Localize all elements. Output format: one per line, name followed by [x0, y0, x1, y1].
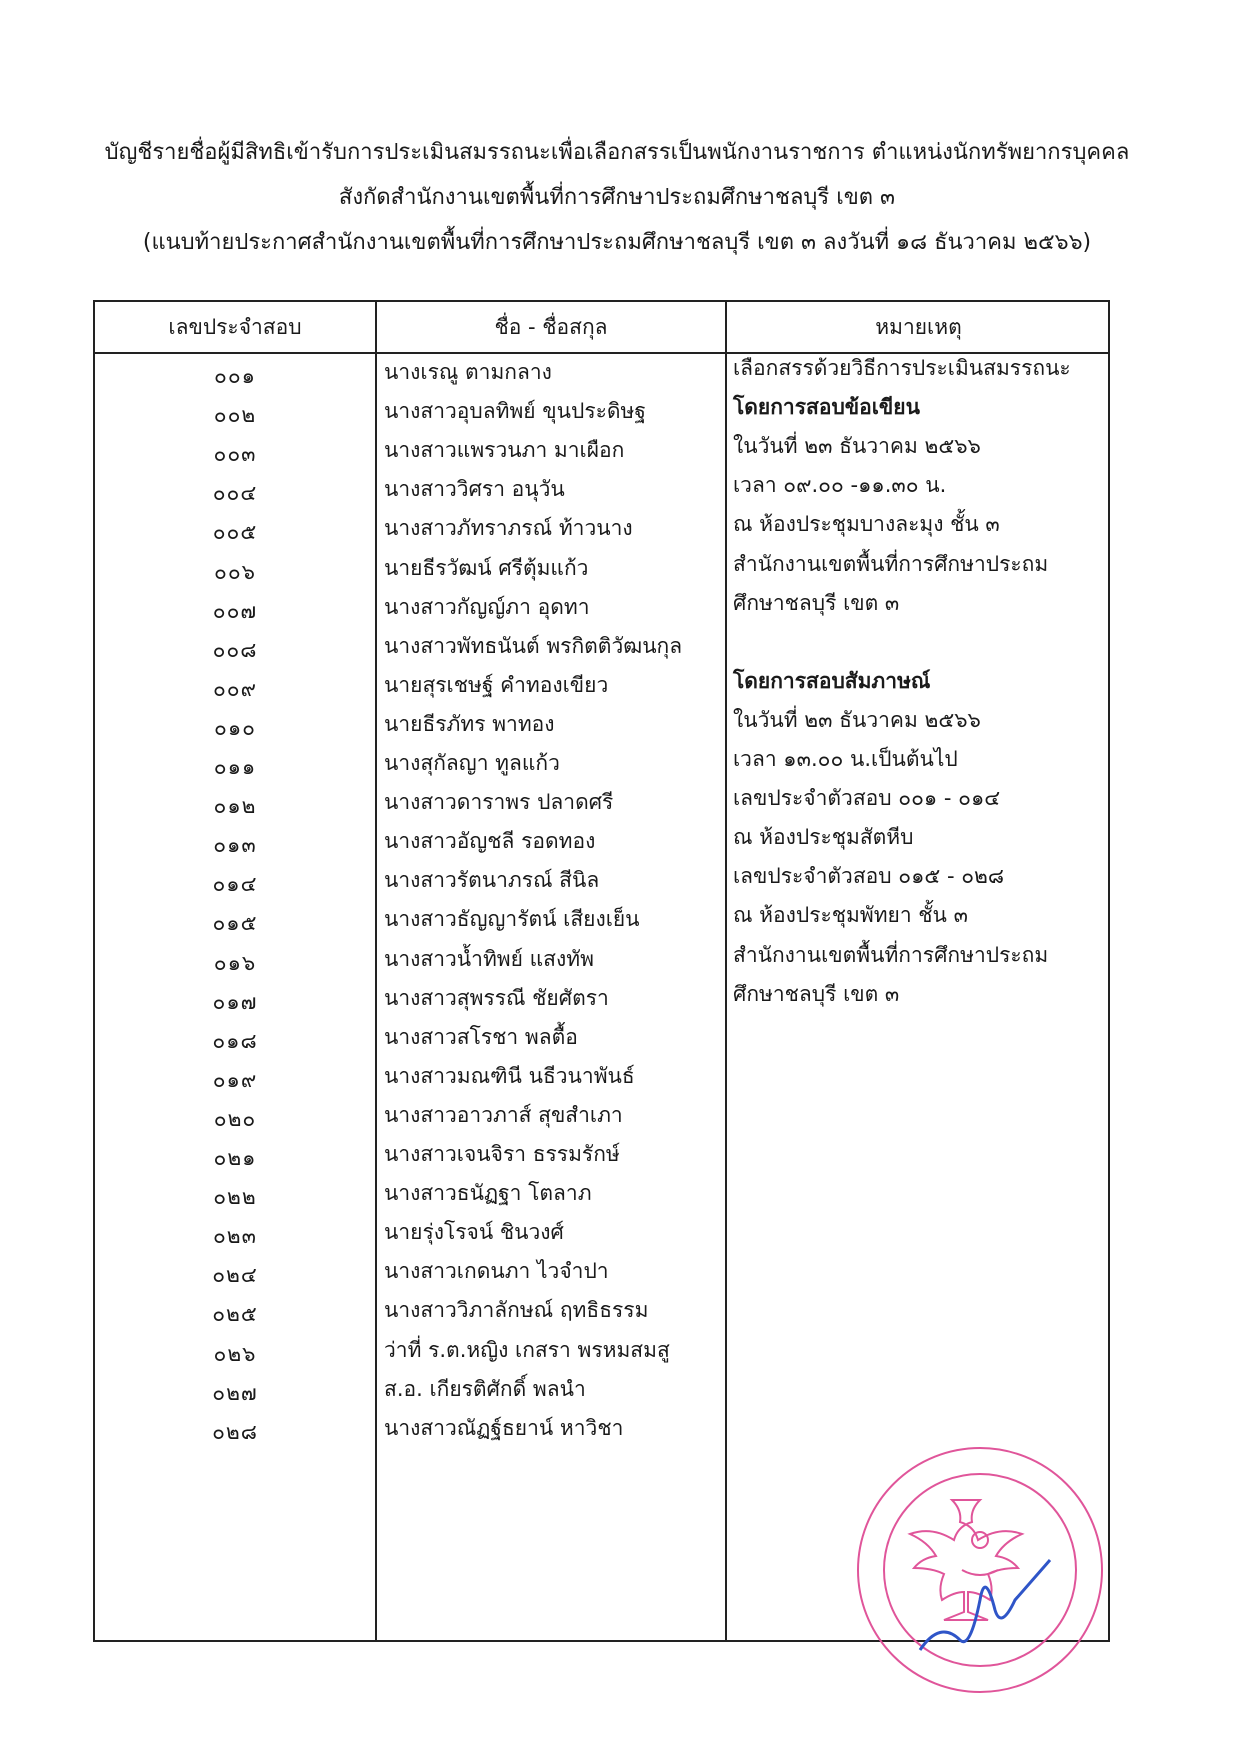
candidate-name: นางสุกัลญา ทูลแก้ว	[384, 751, 560, 775]
column-header-note: หมายเหตุ	[875, 315, 962, 339]
candidate-name: นางสาวอุบลทิพย์ ขุนประดิษฐ	[384, 399, 646, 424]
candidate-name: นางสาวเกดนภา ไวจำปา	[384, 1259, 609, 1284]
exam-number: ๐๒๓	[212, 1224, 257, 1249]
candidate-name: นางเรณู ตามกลาง	[384, 360, 552, 384]
candidate-name: นางสาวเจนจิรา ธรรมรักษ์	[384, 1142, 620, 1166]
candidate-name: นางสาวพัทธนันต์ พรกิตติวัฒนกุล	[384, 633, 683, 658]
column-header-name: ชื่อ - ชื่อสกุล	[494, 315, 608, 339]
note-line: เลขประจำตัวสอบ ๐๑๕ - ๐๒๘	[733, 864, 1005, 889]
exam-number: ๐๑๙	[212, 1067, 258, 1092]
exam-number: ๐๐๙	[212, 676, 257, 701]
exam-number: ๐๑๐	[214, 715, 256, 740]
note-line: สำนักงานเขตพื้นที่การศึกษาประถม	[733, 551, 1049, 576]
document-title-line-3: (แนบท้ายประกาศสำนักงานเขตพื้นที่การศึกษาประถมศึกษาชลบุรี เขต ๓ ลงวันที่ ๑๘ ธันวาคม ๒๕๖๖)	[142, 230, 1092, 255]
note-line: ณ ห้องประชุมพัทยา ชั้น ๓	[733, 903, 968, 928]
exam-number: ๐๑๘	[212, 1028, 258, 1053]
candidate-name: นายธีรภัทร พาทอง	[384, 711, 555, 736]
exam-number: ๐๒๕	[212, 1302, 258, 1327]
seal-emblem	[858, 1448, 1102, 1692]
exam-number: ๐๐๒	[213, 403, 257, 428]
candidate-name: นางสาวสุพรรณี ชัยศัตรา	[384, 985, 609, 1010]
exam-number: ๐๒๘	[212, 1419, 258, 1444]
candidate-name: นางสาวสโรชา พลตื้อ	[384, 1024, 578, 1049]
exam-number: ๐๑๕	[212, 911, 258, 936]
note-line: โดยการสอบสัมภาษณ์	[733, 668, 931, 693]
exam-number: ๐๑๓	[213, 833, 257, 858]
signature	[920, 1560, 1050, 1650]
candidate-name: นายธีรวัฒน์ ศรีตุ้มแก้ว	[384, 555, 589, 580]
candidate-name: ส.อ. เกียรติศักดิ์ พลนำ	[384, 1376, 586, 1401]
document-title-line-2: สังกัดสำนักงานเขตพื้นที่การศึกษาประถมศึกษาชลบุรี เขต ๓	[338, 185, 896, 210]
note-line: ณ ห้องประชุมบางละมุง ชั้น ๓	[733, 512, 1000, 537]
exam-number: ๐๑๑	[213, 755, 257, 779]
note-line: ศึกษาชลบุรี เขต ๓	[733, 981, 900, 1006]
exam-number: ๐๒๔	[212, 1263, 258, 1288]
note-line: เวลา ๑๓.๐๐ น.เป็นต้นไป	[733, 747, 958, 771]
candidate-name: นางสาวน้ำทิพย์ แสงทัพ	[384, 946, 594, 971]
candidate-name: นางสาวกัญญ์ภา อุดทา	[384, 594, 590, 619]
candidate-name: นางสาวแพรวนภา มาเผือก	[384, 438, 625, 463]
candidate-name: นางสาววิศรา อนุวัน	[384, 477, 565, 502]
candidate-name: นางสาวดาราพร ปลาดศรี	[384, 790, 614, 815]
exam-number: ๐๑๗	[212, 989, 258, 1014]
column-divider	[375, 302, 377, 1640]
candidate-name: นายรุ่งโรจน์ ชินวงศ์	[384, 1220, 564, 1245]
exam-number: ๐๐๗	[212, 598, 258, 623]
exam-number: ๐๐๘	[212, 637, 258, 662]
exam-number: ๐๑๔	[212, 872, 258, 897]
official-seal	[850, 1440, 1110, 1700]
exam-number: ๐๒๒	[213, 1185, 257, 1210]
column-divider	[725, 302, 727, 1640]
note-line: เลขประจำตัวสอบ ๐๐๑ - ๐๑๔	[733, 786, 1001, 811]
exam-number: ๐๒๖	[213, 1341, 257, 1366]
note-line: สำนักงานเขตพื้นที่การศึกษาประถม	[733, 942, 1049, 967]
document-title-line-1: บัญชีรายชื่อผู้มีสิทธิเข้ารับการประเมินสมรรถนะเพื่อเลือกสรรเป็นพนักงานราชการ ตำแหน่งนักทรัพยากรบุคคล	[104, 140, 1130, 165]
exam-number: ๐๐๓	[213, 442, 257, 467]
note-line: ศึกษาชลบุรี เขต ๓	[733, 590, 900, 615]
note-line: เลือกสรรด้วยวิธีการประเมินสมรรถนะ	[733, 356, 1071, 380]
candidate-name: นางสาวธนัฏฐา โตลาภ	[384, 1181, 592, 1206]
note-line: โดยการสอบข้อเขียน	[733, 395, 920, 420]
exam-number: ๐๐๑	[214, 364, 256, 388]
note-line: ในวันที่ ๒๓ ธันวาคม ๒๕๖๖	[733, 707, 981, 732]
note-line: เวลา ๐๙.๐๐ -๑๑.๓๐ น.	[733, 473, 947, 498]
candidate-name: นายสุรเชษฐ์ คำทองเขียว	[384, 672, 609, 697]
candidate-name: ว่าที่ ร.ต.หญิง เกสรา พรหมสมสู	[384, 1337, 670, 1362]
note-line: ในวันที่ ๒๓ ธันวาคม ๒๕๖๖	[733, 434, 981, 459]
note-line: ณ ห้องประชุมสัตหีบ	[733, 825, 914, 850]
candidate-name: นางสาววิภาลักษณ์ ฤทธิธรรม	[384, 1298, 649, 1323]
candidate-name: นางสาวธัญญารัตน์ เสียงเย็น	[384, 907, 640, 932]
exam-number: ๐๒๑	[213, 1146, 257, 1170]
candidate-name: นางสาวอัญชลี รอดทอง	[384, 829, 596, 854]
candidate-name: นางสาวรัตนาภรณ์ สีนิล	[384, 868, 600, 893]
exam-number: ๐๒๐	[213, 1106, 257, 1131]
column-header-id: เลขประจำสอบ	[168, 315, 302, 339]
exam-number: ๐๐๖	[214, 559, 256, 584]
candidate-name: นางสาวณัฏฐ์ธยาน์ หาวิชา	[384, 1415, 624, 1440]
candidate-name: นางสาวมณฑินี นธีวนาพันธ์	[384, 1063, 635, 1088]
exam-number: ๐๑๖	[213, 950, 257, 975]
exam-number: ๐๒๗	[212, 1380, 258, 1405]
exam-number: ๐๑๒	[213, 794, 257, 819]
candidate-name: นางสาวภัทราภรณ์ ท้าวนาง	[384, 516, 633, 541]
exam-number: ๐๐๔	[212, 481, 258, 506]
candidate-name: นางสาวอาวภาส์ สุขสำเภา	[384, 1102, 623, 1127]
exam-number: ๐๐๕	[212, 520, 258, 545]
